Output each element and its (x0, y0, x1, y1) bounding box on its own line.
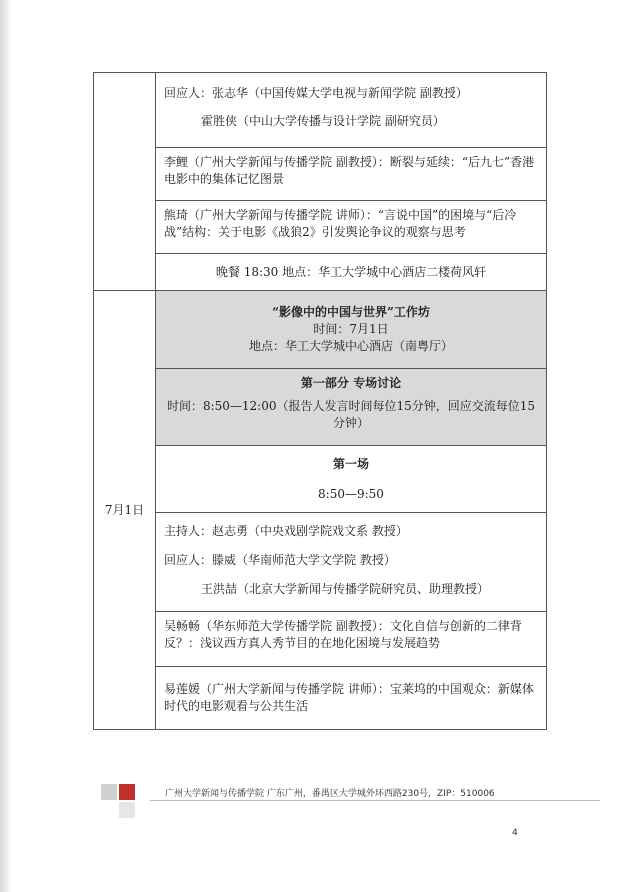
footer-divider (150, 800, 600, 801)
respondents-cell (156, 73, 547, 148)
dinner-text: 晚餐 18:30 地点：华工大学城中心酒店二楼荷风轩 (215, 264, 487, 279)
table-row (94, 291, 547, 369)
footer-logo-square-gray (101, 784, 117, 800)
date-cell-previous (94, 73, 156, 291)
date-label: 7月1日 (104, 502, 145, 517)
table-row (94, 446, 547, 513)
page-shadow-edge (0, 0, 12, 892)
part-title: 第一部分 专场讨论 (300, 376, 402, 390)
talk-cell (156, 201, 547, 254)
table-row (94, 148, 547, 201)
host-cell (156, 513, 547, 612)
table-row (94, 254, 547, 291)
page-number: 4 (512, 828, 518, 838)
workshop-title: “影像中的中国与世界”工作坊 (272, 305, 430, 319)
talk-cell (156, 612, 547, 667)
table-row (94, 612, 547, 667)
host-line: 主持人：赵志勇（中央戏剧学院戏文系 教授） (164, 524, 408, 538)
respondent-line: 回应人：张志华（中国传媒大学电视与新闻学院 副教授） (164, 86, 468, 100)
respondent-line: 回应人：滕威（华南师范大学文学院 教授） (164, 553, 396, 567)
dinner-cell (156, 254, 547, 291)
session-cell (156, 446, 547, 513)
talk-cell (156, 148, 547, 201)
session-time: 8:50—9:50 (318, 486, 384, 501)
table-row (94, 201, 547, 254)
talk-text: 熊琦（广州大学新闻与传播学院 讲师）：“言说中国”的困境与“后冷战”结构：关于电影《战狼2》引发舆论争议的观察与思考 (164, 208, 517, 239)
part-time: 时间：8:50—12:00（报告人发言时间每位15分钟，回应交流每位15分钟） (166, 399, 536, 430)
table-row (94, 73, 547, 148)
page-footer (93, 784, 563, 824)
workshop-time: 时间：7月1日 (313, 322, 389, 336)
date-cell (94, 291, 156, 730)
workshop-header-cell (156, 291, 547, 369)
respondent-line: 王洪喆（北京大学新闻与传播学院研究员、助理教授） (201, 582, 490, 596)
schedule-table (93, 72, 547, 730)
talk-cell (156, 667, 547, 730)
respondent-line: 霍胜侠（中山大学传播与设计学院 副研究员） (201, 114, 445, 128)
table-row (94, 369, 547, 446)
part-header-cell (156, 369, 547, 446)
table-row (94, 667, 547, 730)
footer-logo-square-light (119, 802, 135, 818)
footer-address: 广州大学新闻与传播学院 广东广州，番禺区大学城外环西路230号，ZIP：510006 (165, 789, 495, 799)
talk-text: 李鲤（广州大学新闻与传播学院 副教授）：断裂与延续：“后九七”香港电影中的集体记忆图景 (164, 155, 535, 186)
talk-text: 易莲媛（广州大学新闻与传播学院 讲师）：宝莱坞的中国观众：新媒体时代的电影观看与公共生活 (164, 682, 534, 713)
footer-logo-square-red (119, 784, 135, 800)
table-row (94, 513, 547, 612)
workshop-place: 地点：华工大学城中心酒店（南粤厅） (248, 339, 453, 353)
session-title: 第一场 (332, 456, 369, 471)
talk-text: 吴畅畅（华东师范大学传播学院 副教授）：文化自信与创新的二律背反？：浅议西方真人秀节目的在地化困境与发展趋势 (164, 619, 522, 650)
